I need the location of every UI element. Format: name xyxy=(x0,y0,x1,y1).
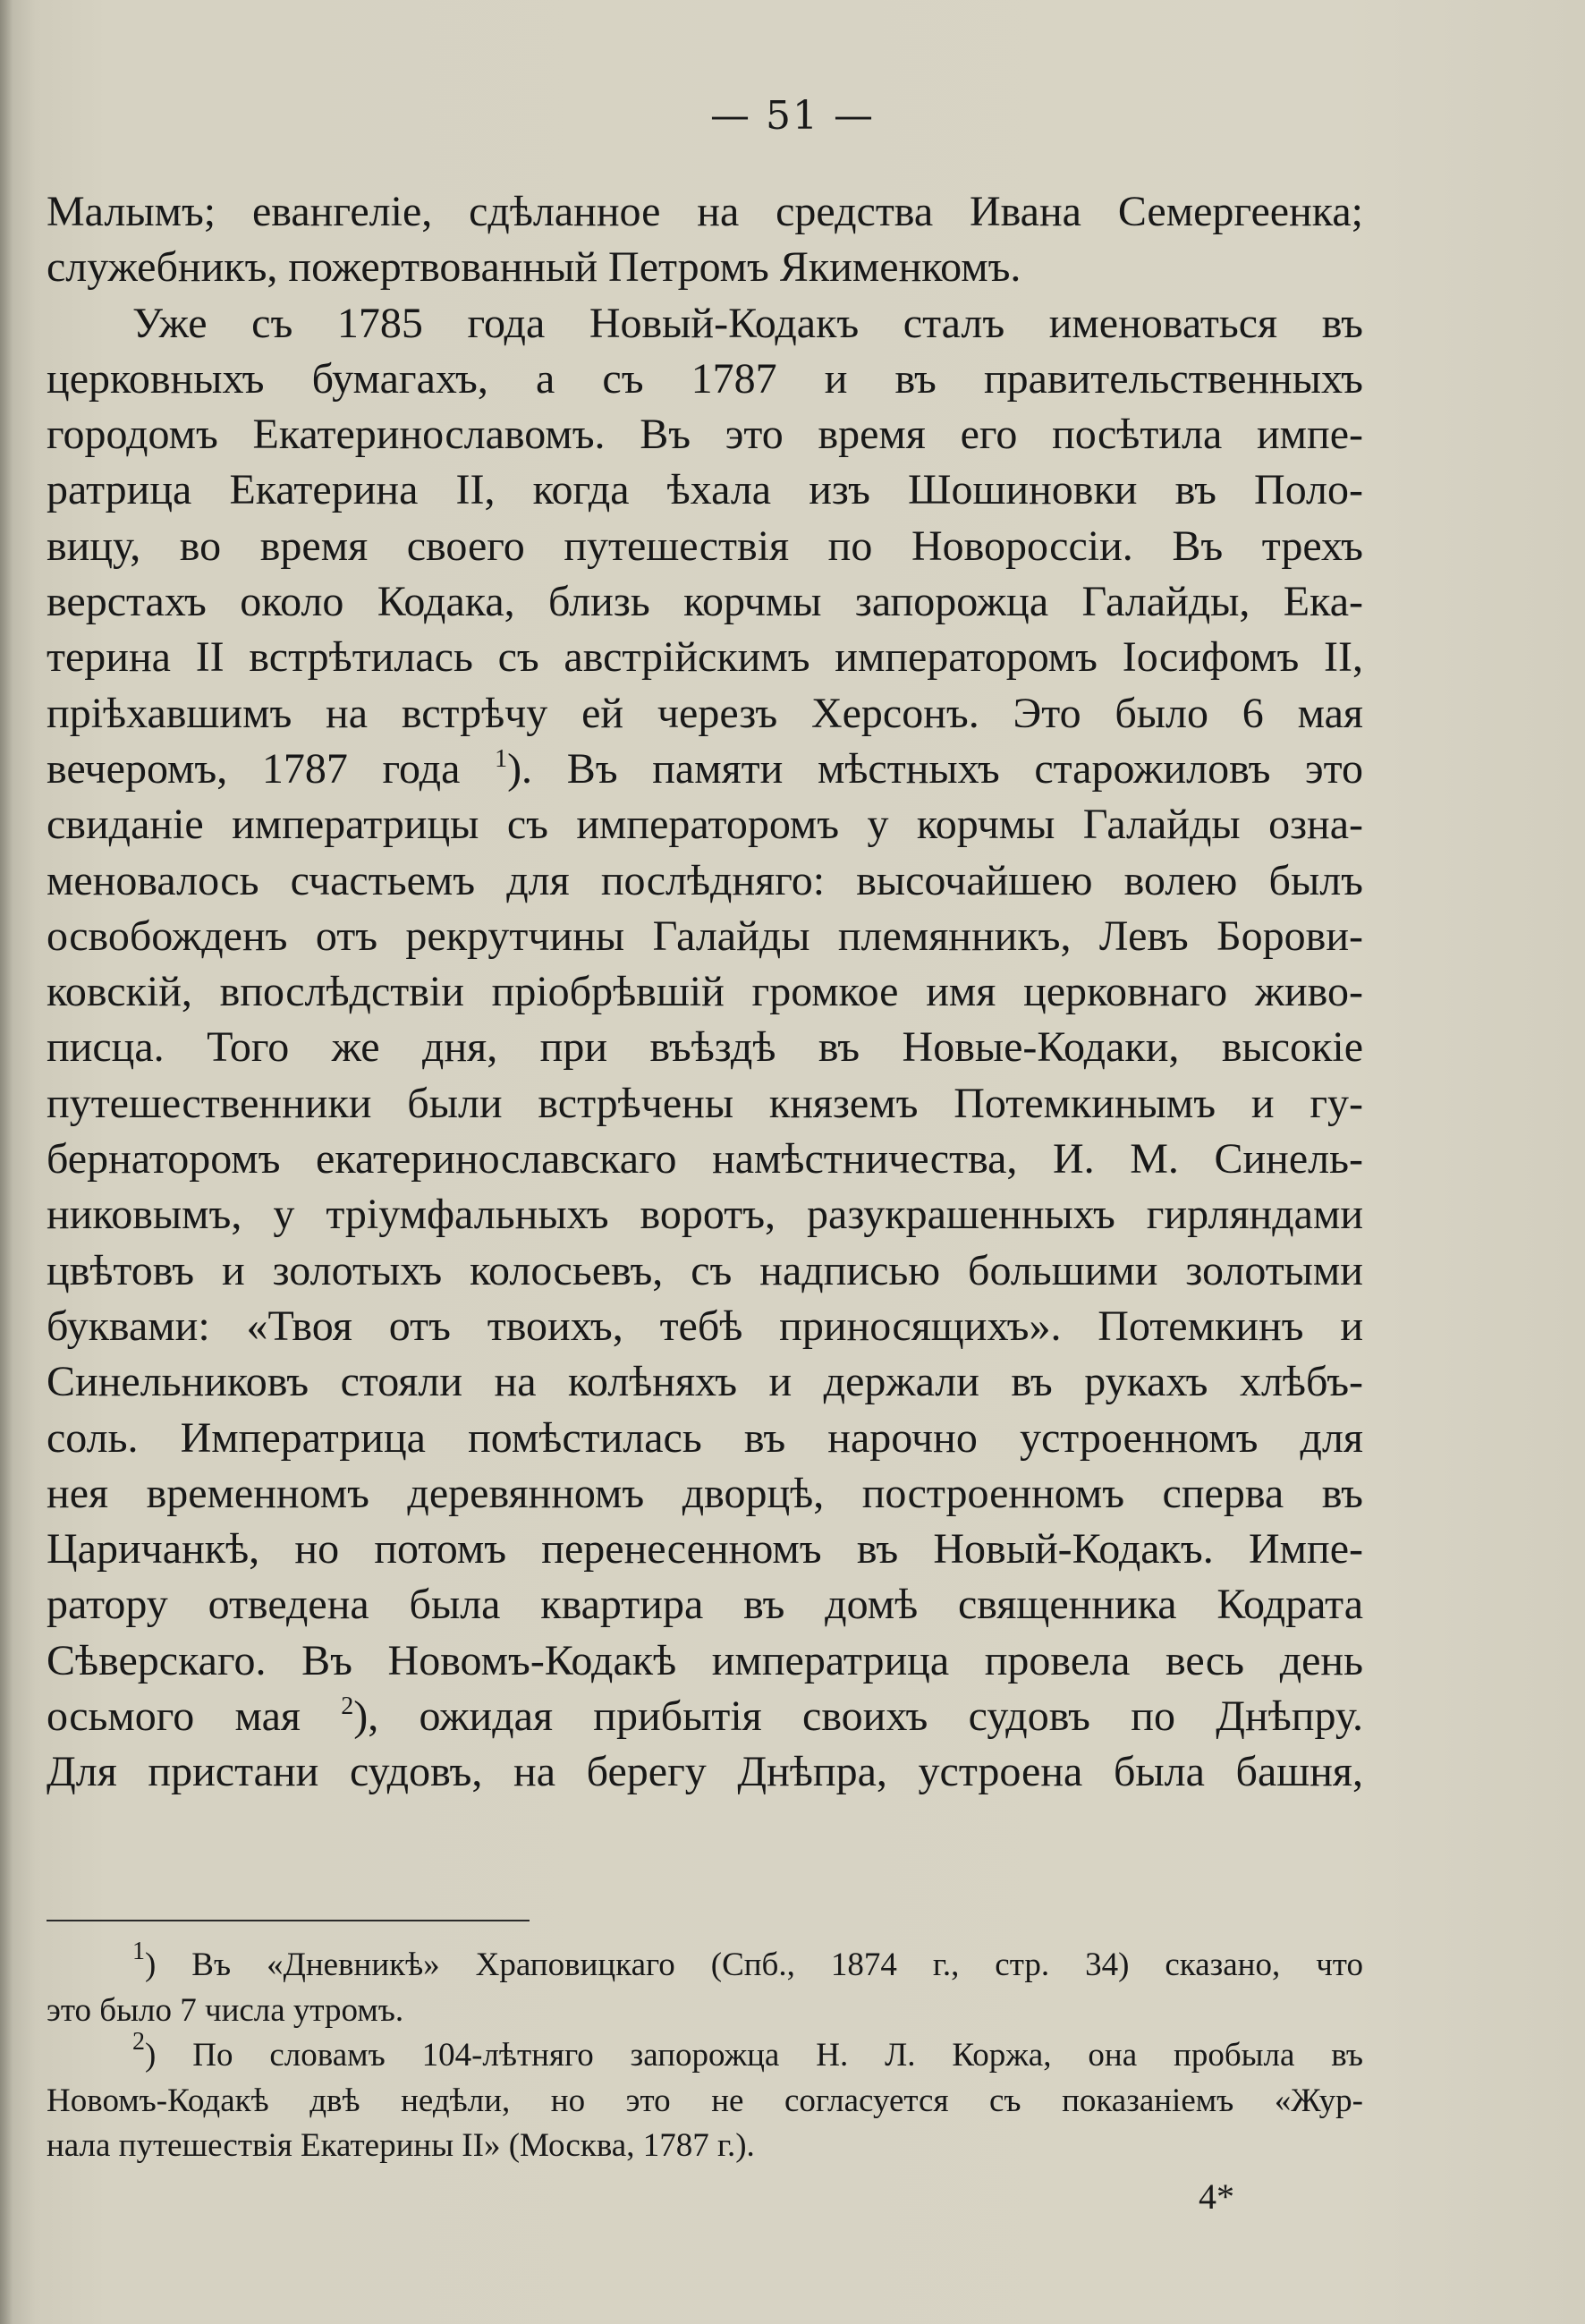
footnote-ref-2: 2 xyxy=(341,1692,354,1721)
text-line: цвѣтовъ и золотыхъ колосьевъ, съ надписью большими золотыми xyxy=(47,1246,1363,1294)
gutter-shadow xyxy=(0,0,13,2324)
text-line-with-footnote-ref xyxy=(47,742,1363,797)
text-line: ратору отведена была квартира въ домѣ священника Кодрата xyxy=(47,1581,1363,1629)
text-line: вицу, во время своего путешествія по Новороссіи. Въ трехъ xyxy=(47,522,1363,570)
printer-signature-mark: 4* xyxy=(1199,2176,1234,2217)
text-line-with-footnote-ref xyxy=(47,1689,1363,1744)
text-segment: осьмого мая xyxy=(47,1692,301,1741)
text-line: писца. Того же дня, при въѣздѣ въ Новые-Кодаки, высокіе xyxy=(47,1023,1363,1072)
footnote-text: ) Въ «Дневникѣ» Храповицкаго (Спб., 1874 г., стр. 34) сказано, что xyxy=(145,1947,1363,1983)
text-segment: ), ожидая прибытія своихъ судовъ по Днѣпру. xyxy=(353,1692,1364,1741)
text-line: пріѣхавшимъ на встрѣчу ей черезъ Херсонъ. Это было 6 мая xyxy=(47,689,1363,737)
footnotes xyxy=(47,1938,1363,2169)
text-line: Уже съ 1785 года Новый-Кодакъ сталъ именоваться въ xyxy=(132,299,1363,347)
footnote-text: это было 7 числа утромъ. xyxy=(47,1991,404,2029)
text-line: верстахъ около Кодака, близь корчмы запорожца Галайды, Ека- xyxy=(47,578,1363,626)
text-line: свиданіе императрицы съ императоромъ у корчмы Галайды озна- xyxy=(47,801,1363,849)
body-text xyxy=(47,184,1363,1801)
text-line: Сѣверскаго. Въ Новомъ-Кодакѣ императрица провела весь день xyxy=(47,1636,1363,1684)
text-line: соль. Императрица помѣстилась въ нарочно устроенномъ для xyxy=(47,1413,1363,1462)
footnote-divider xyxy=(47,1920,530,1921)
text-line: церковныхъ бумагахъ, а съ 1787 и въ правительственныхъ xyxy=(47,354,1363,403)
text-line: освобожденъ отъ рекрутчины Галайды племянникъ, Левъ Борови- xyxy=(47,912,1363,960)
text-line: городомъ Екатеринославомъ. Въ это время его посѣтила импе- xyxy=(47,411,1363,459)
text-line: бернаторомъ екатеринославскаго намѣстничества, И. М. Синель- xyxy=(47,1135,1363,1183)
text-line: терина II встрѣтилась съ австрійскимъ императоромъ Іосифомъ II, xyxy=(47,633,1363,682)
text-line: нея временномъ деревянномъ дворцѣ, построенномъ сперва въ xyxy=(47,1469,1363,1517)
text-line: Синельниковъ стояли на колѣняхъ и держали въ рукахъ хлѣбъ- xyxy=(47,1358,1363,1406)
footnote-mark-2: 2 xyxy=(132,2028,145,2056)
footnote-text: нала путешествія Екатерины II» (Москва, 1787 г.). xyxy=(47,2127,755,2164)
text-line: путешественники были встрѣчены княземъ Потемкинымъ и гу- xyxy=(47,1079,1363,1127)
footnote-text: ) По словамъ 104-лѣтняго запорожца Н. Л. Коржа, она пробыла въ xyxy=(145,2037,1363,2074)
text-line: Для пристани судовъ, на берегу Днѣпра, устроена была башня, xyxy=(47,1748,1363,1796)
text-line: ратрица Екатерина II, когда ѣхала изъ Шошиновки въ Поло- xyxy=(47,466,1363,514)
footnote-ref-1: 1 xyxy=(495,744,508,773)
footnote-1 xyxy=(47,1938,1363,1989)
text-line: служебникъ, пожертвованный Петромъ Якименкомъ. xyxy=(47,243,1021,292)
text-segment: ). Въ памяти мѣстныхъ старожиловъ это xyxy=(507,744,1363,793)
text-line: ковскій, впослѣдствіи пріобрѣвшій громкое имя церковнаго живо- xyxy=(47,968,1363,1016)
text-line: никовымъ, у тріумфальныхъ воротъ, разукрашенныхъ гирляндами xyxy=(47,1191,1363,1239)
text-line: Малымъ; евангеліе, сдѣланное на средства Ивана Семергеенка; xyxy=(47,188,1363,235)
text-line: Царичанкѣ, но потомъ перенесенномъ въ Новый-Кодакъ. Импе- xyxy=(47,1525,1363,1573)
text-line: буквами: «Твоя отъ твоихъ, тебѣ приносящихъ». Потемкинъ и xyxy=(47,1302,1363,1350)
footnote-text: Новомъ-Кодакѣ двѣ недѣли, но это не согласуется съ показаніемъ «Жур- xyxy=(47,2082,1363,2119)
footnote-mark-1: 1 xyxy=(132,1938,145,1965)
footnote-2 xyxy=(47,2028,1363,2079)
text-line: меновалось счастьемъ для послѣдняго: высочайшею волею былъ xyxy=(47,856,1363,904)
text-segment: вечеромъ, 1787 года xyxy=(47,744,461,793)
page-number: — 51 — xyxy=(710,93,875,139)
